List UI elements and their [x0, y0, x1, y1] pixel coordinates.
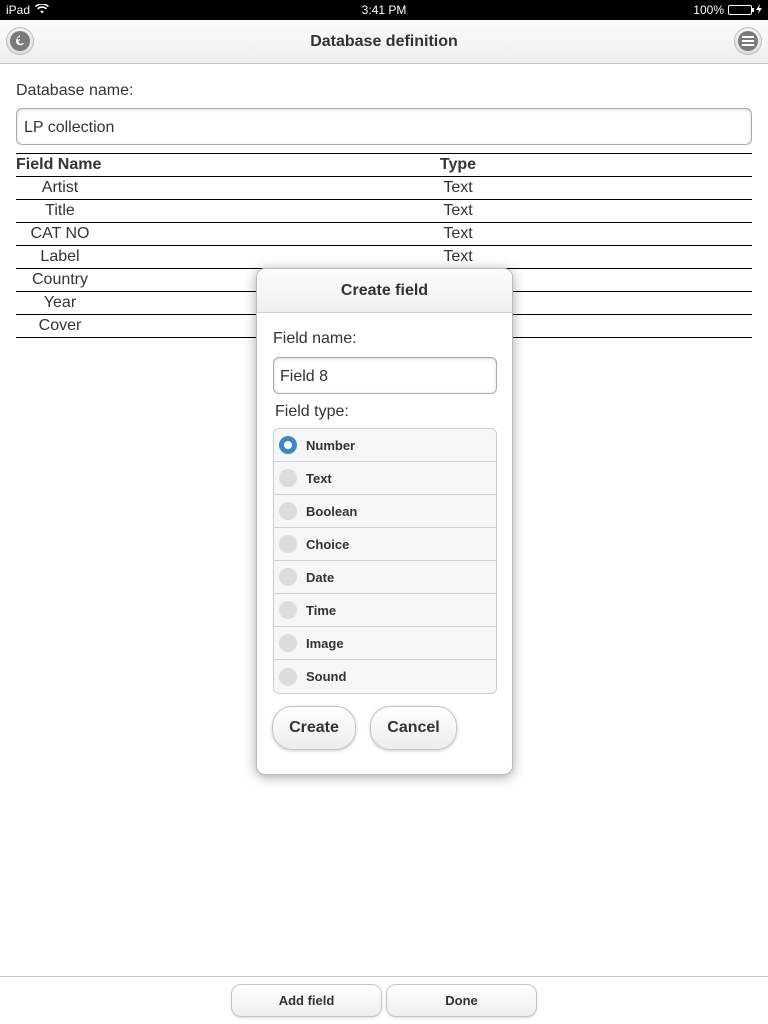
back-button[interactable]: [6, 27, 34, 55]
nav-bar: [0, 20, 768, 64]
field-type-cell: Text: [443, 248, 473, 265]
battery-icon: [728, 5, 752, 15]
create-field-dialog: [256, 268, 513, 775]
back-arrow-icon: [10, 31, 30, 51]
radio-button-icon[interactable]: [279, 568, 297, 586]
radio-option-time[interactable]: [274, 594, 496, 627]
radio-button-icon[interactable]: [279, 601, 297, 619]
radio-dot-icon: [284, 441, 292, 449]
done-button[interactable]: Done: [386, 984, 537, 1017]
clock: 3:41 PM: [361, 3, 407, 17]
dialog-title: Create field: [257, 269, 512, 313]
table-row[interactable]: [16, 200, 752, 223]
radio-option-label: Text: [306, 470, 332, 486]
database-name-label: Database name:: [16, 82, 134, 99]
field-name-cell: Year: [43, 294, 77, 311]
radio-option-label: Choice: [306, 536, 350, 552]
header-type: Type: [439, 156, 477, 173]
radio-option-label: Number: [306, 437, 356, 453]
page-title: Database definition: [310, 33, 458, 50]
radio-option-sound[interactable]: [274, 660, 496, 693]
field-name-cell: Artist: [41, 179, 79, 196]
table-header: [16, 154, 752, 177]
field-type-radio-group: [273, 428, 497, 694]
radio-button-icon[interactable]: [279, 634, 297, 652]
radio-option-date[interactable]: [274, 561, 496, 594]
list-menu-icon: [738, 31, 758, 51]
field-name-label: Field name:: [273, 330, 357, 347]
radio-option-boolean[interactable]: [274, 495, 496, 528]
radio-option-choice[interactable]: [274, 528, 496, 561]
radio-option-label: Image: [306, 635, 344, 651]
field-name-cell: Label: [40, 248, 80, 265]
radio-option-label: Time: [306, 602, 337, 618]
radio-button-icon[interactable]: [279, 668, 297, 686]
radio-button-icon[interactable]: [279, 469, 297, 487]
header-field-name: Field Name: [16, 156, 102, 173]
radio-option-text[interactable]: [274, 462, 496, 495]
radio-option-label: Date: [306, 569, 335, 585]
status-bar: [0, 0, 768, 20]
field-type-cell: Text: [443, 179, 473, 196]
field-type-cell: Text: [443, 225, 473, 242]
radio-option-number[interactable]: [274, 429, 496, 462]
table-row[interactable]: [16, 246, 752, 269]
table-row[interactable]: [16, 177, 752, 200]
footer-toolbar: [0, 976, 768, 1024]
field-type-cell: Text: [443, 202, 473, 219]
database-name-input[interactable]: LP collection: [16, 108, 752, 145]
radio-option-label: Boolean: [306, 503, 358, 519]
battery-percent: 100%: [693, 3, 724, 17]
field-name-cell: Cover: [38, 317, 82, 334]
field-name-cell: Title: [45, 202, 75, 219]
radio-option-image[interactable]: [274, 627, 496, 660]
add-field-button[interactable]: Add field: [231, 984, 382, 1017]
table-row[interactable]: [16, 223, 752, 246]
field-name-cell: Country: [31, 271, 89, 288]
radio-button-icon[interactable]: [279, 436, 297, 454]
radio-option-label: Sound: [306, 669, 347, 684]
field-name-input[interactable]: Field 8: [273, 357, 497, 394]
device-name: iPad: [6, 3, 31, 17]
field-type-label: Field type:: [275, 403, 349, 420]
field-name-cell: CAT NO: [30, 225, 90, 242]
charging-icon: [756, 3, 762, 17]
menu-button[interactable]: [734, 27, 762, 55]
wifi-icon: [35, 3, 49, 17]
cancel-button[interactable]: Cancel: [370, 706, 457, 750]
radio-button-icon[interactable]: [279, 535, 297, 553]
radio-button-icon[interactable]: [279, 502, 297, 520]
create-button[interactable]: Create: [272, 706, 356, 750]
